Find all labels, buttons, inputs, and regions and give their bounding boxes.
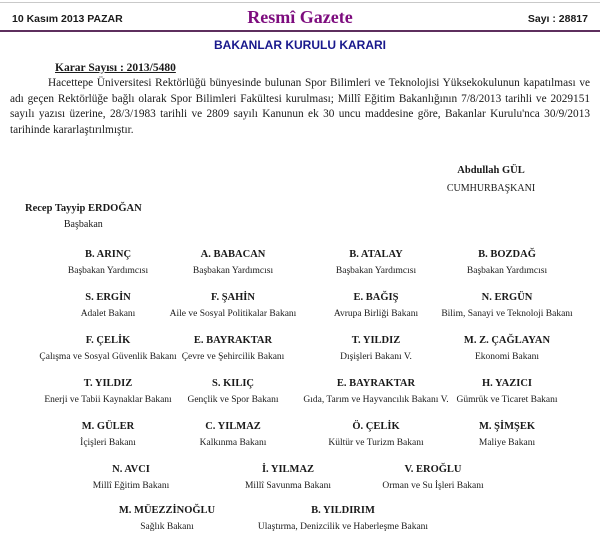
minister-title: Başbakan Yardımcısı <box>67 266 149 276</box>
minister-title: Kültür ve Turizm Bakanı <box>328 438 424 448</box>
decision-number: Karar Sayısı : 2013/5480 <box>55 62 176 74</box>
minister-cell <box>441 291 572 320</box>
decision-block <box>10 62 590 138</box>
gazette-date: 10 Kasım 2013 PAZAR <box>12 13 123 25</box>
ministers-row <box>0 291 600 334</box>
minister-cell <box>382 463 483 492</box>
prime-minister-signature <box>25 202 142 231</box>
minister-cell <box>245 463 331 492</box>
ministers-row <box>0 420 600 463</box>
minister-cell <box>258 504 428 533</box>
minister-name: A. BABACAN <box>200 249 266 260</box>
minister-cell <box>170 291 297 320</box>
minister-name: M. MÜEZZİNOĞLU <box>118 505 216 516</box>
minister-name: Ö. ÇELİK <box>352 421 400 432</box>
minister-name: S. KILIÇ <box>211 378 254 389</box>
ministers-grid <box>0 248 600 542</box>
president-name: Abdullah GÜL <box>457 165 525 176</box>
minister-cell <box>336 248 416 277</box>
minister-title: Orman ve Su İşleri Bakanı <box>382 481 484 491</box>
minister-name: H. YAZICI <box>482 378 532 389</box>
minister-cell <box>200 420 267 449</box>
minister-cell <box>334 291 418 320</box>
minister-title: Başbakan Yardımcısı <box>466 266 548 276</box>
minister-cell <box>303 377 448 406</box>
minister-name: V. EROĞLU <box>404 464 462 475</box>
minister-name: B. BOZDAĞ <box>478 249 536 260</box>
prime-minister-title: Başbakan <box>63 219 103 230</box>
ministers-row <box>0 334 600 377</box>
minister-name: E. BAĞIŞ <box>353 292 399 303</box>
decision-body-paragraph: Hacettepe Üniversitesi Rektörlüğü bünyesinde bulunan Spor Bilimleri ve Teknolojisi Yüksekokulunun kapatılması ve adı geçen Rektörlüğe bağlı olarak Spor Bilimleri Fakültesi kurulması; Millî Eğitim Bakanlığının 7/8/2013 tarihli ve 2029151 sayılı yazısı üzerine, 28/3/1983 tarihli ve 2809 sayılı Kanunun ek 30 uncu maddesine göre, Bakanlar Kurulu'nca 30/9/2013 tarihinde kararlaştırılmıştır. <box>10 77 590 136</box>
minister-name: S. ERGİN <box>85 292 131 303</box>
minister-title: Gümrük ve Ticaret Bakanı <box>456 395 558 405</box>
minister-title: Millî Eğitim Bakanı <box>92 481 170 491</box>
prime-minister-name: Recep Tayyip ERDOĞAN <box>25 203 142 214</box>
minister-name: T. YILDIZ <box>83 378 133 389</box>
minister-name: N. ERGÜN <box>481 292 533 303</box>
minister-name: B. YILDIRIM <box>311 505 375 516</box>
minister-name: C. YILMAZ <box>205 421 261 432</box>
gazette-masthead-title: Resmî Gazete <box>247 7 353 27</box>
ministers-row <box>0 463 600 504</box>
minister-cell <box>328 420 423 449</box>
minister-cell <box>187 377 278 406</box>
president-signature <box>447 164 535 195</box>
minister-cell <box>44 377 171 406</box>
minister-title: Çalışma ve Sosyal Güvenlik Bakanı <box>39 352 177 362</box>
minister-title: Başbakan Yardımcısı <box>335 266 417 276</box>
minister-cell <box>479 420 535 449</box>
minister-title: Gençlik ve Spor Bakanı <box>187 395 279 405</box>
minister-name: M. ŞİMŞEK <box>478 421 536 432</box>
minister-title: Kalkınma Bakanı <box>199 438 267 448</box>
minister-cell <box>119 504 215 533</box>
minister-title: Dışişleri Bakanı V. <box>340 352 412 362</box>
minister-cell <box>340 334 412 363</box>
minister-cell <box>93 463 170 492</box>
minister-cell <box>456 377 557 406</box>
minister-title: Millî Savunma Bakanı <box>244 481 332 491</box>
minister-name: T. YILDIZ <box>351 335 401 346</box>
minister-title: İçişleri Bakanı <box>80 438 136 448</box>
minister-cell <box>182 334 285 363</box>
section-title: BAKANLAR KURULU KARARI <box>214 38 386 52</box>
minister-name: F. ŞAHİN <box>211 292 255 303</box>
minister-title: Ulaştırma, Denizcilik ve Haberleşme Bakanı <box>257 522 429 532</box>
minister-title: Adalet Bakanı <box>80 309 136 319</box>
ministers-row <box>0 377 600 420</box>
minister-title: Ekonomi Bakanı <box>474 352 540 362</box>
ministers-row <box>0 248 600 291</box>
minister-title: Maliye Bakanı <box>478 438 536 448</box>
minister-name: B. ARINÇ <box>84 249 132 260</box>
header-divider-rule <box>0 30 600 32</box>
minister-title: Bilim, Sanayi ve Teknoloji Bakanı <box>441 309 573 319</box>
minister-name: M. Z. ÇAĞLAYAN <box>463 335 551 346</box>
minister-name: B. ATALAY <box>349 249 403 260</box>
minister-cell <box>80 420 136 449</box>
minister-cell <box>464 334 550 363</box>
minister-cell <box>193 248 273 277</box>
minister-title: Çevre ve Şehircilik Bakanı <box>181 352 285 362</box>
minister-cell <box>68 248 148 277</box>
minister-title: Sağlık Bakanı <box>140 522 194 532</box>
minister-name: M. GÜLER <box>81 421 135 432</box>
minister-name: F. ÇELİK <box>85 335 131 346</box>
top-border-line <box>0 2 600 3</box>
minister-title: Aile ve Sosyal Politikalar Bakanı <box>169 309 297 319</box>
minister-title: Avrupa Birliği Bakanı <box>333 309 419 319</box>
minister-cell <box>39 334 176 363</box>
president-title: CUMHURBAŞKANI <box>446 183 536 194</box>
minister-name: E. BAYRAKTAR <box>193 335 273 346</box>
minister-name: E. BAYRAKTAR <box>336 378 416 389</box>
minister-title: Başbakan Yardımcısı <box>192 266 274 276</box>
minister-title: Enerji ve Tabii Kaynaklar Bakanı <box>44 395 172 405</box>
minister-cell <box>81 291 136 320</box>
minister-cell <box>467 248 547 277</box>
minister-name: N. AVCI <box>112 464 150 475</box>
minister-title: Gıda, Tarım ve Hayvancılık Bakanı V. <box>303 395 449 405</box>
minister-name: İ. YILMAZ <box>261 464 315 475</box>
gazette-issue-number: Sayı : 28817 <box>527 13 588 25</box>
ministers-row <box>0 504 600 542</box>
